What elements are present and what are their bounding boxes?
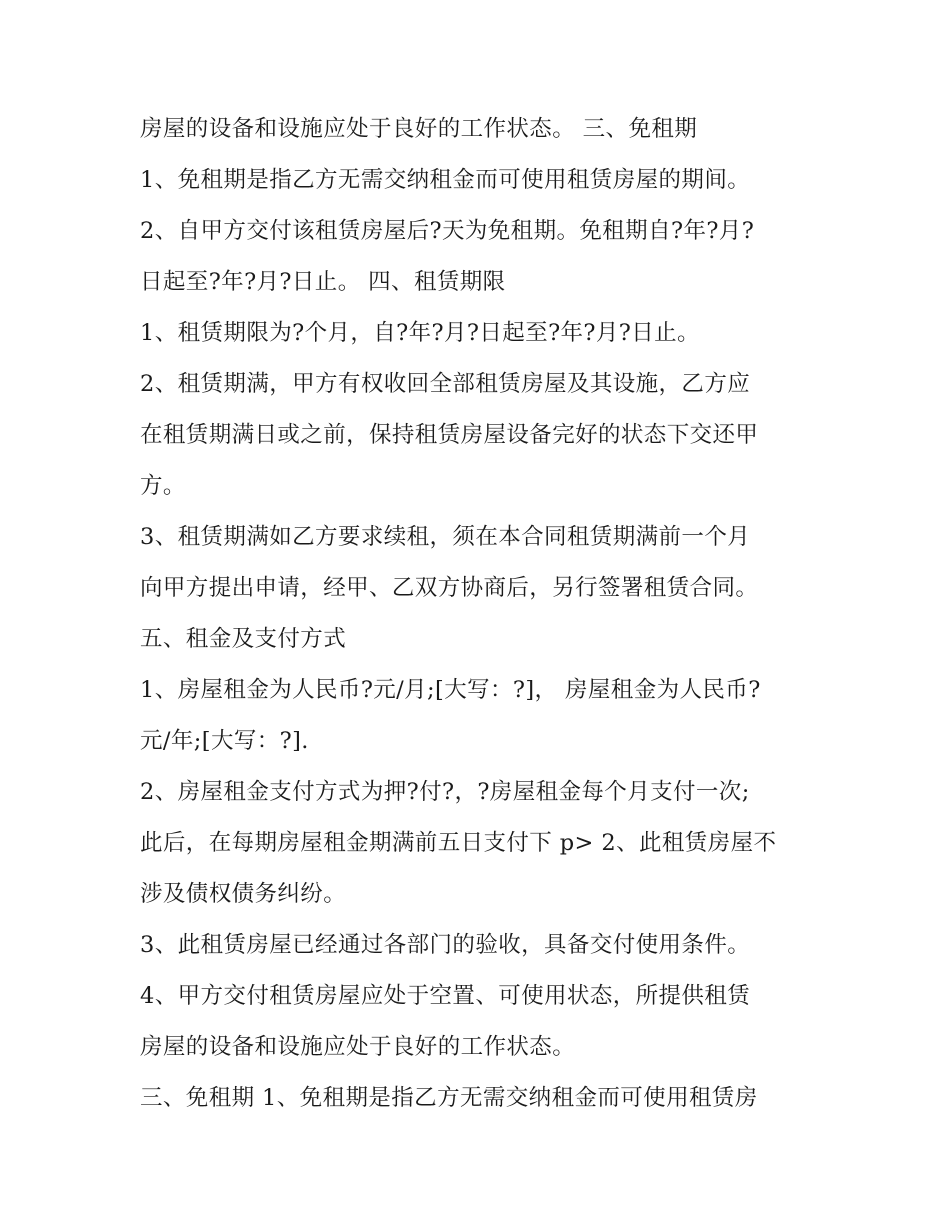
text-line: 三、免租期 1、免租期是指乙方无需交纳租金而可使用租赁房 — [140, 1085, 758, 1111]
text-line: 元/年;[大写：?]. — [140, 728, 309, 754]
text-line: 1、房屋租金为人民币?元/月;[大写：?]， 房屋租金为人民币? — [140, 677, 761, 703]
text-line: 房屋的设备和设施应处于良好的工作状态。 — [140, 1034, 576, 1060]
text-line: 在租赁期满日或之前，保持租赁房屋设备完好的状态下交还甲 — [140, 422, 759, 448]
text-line: 3、此租赁房屋已经通过各部门的验收，具备交付使用条件。 — [140, 932, 751, 958]
text-line: 日起至?年?月?日止。 四、租赁期限 — [140, 269, 506, 295]
text-line: 方。 — [140, 473, 186, 499]
text-line: 3、租赁期满如乙方要求续租，须在本合同租赁期满前一个月 — [140, 524, 751, 550]
text-line: 此后，在每期房屋租金期满前五日支付下 p> 2、此租赁房屋不 — [140, 830, 777, 856]
text-line: 2、房屋租金支付方式为押?付?，?房屋租金每个月支付一次; — [140, 779, 750, 805]
text-line: 2、自甲方交付该租赁房屋后?天为免租期。免租期自?年?月? — [140, 218, 755, 244]
text-line: 1、租赁期限为?个月，自?年?月?日起至?年?月?日止。 — [140, 320, 700, 346]
text-line: 向甲方提出申请，经甲、乙双方协商后，另行签署租赁合同。 — [140, 575, 759, 601]
document-body — [140, 104, 820, 1124]
text-line: 4、甲方交付租赁房屋应处于空置、可使用状态，所提供租赁 — [140, 983, 751, 1009]
text-line: 1、免租期是指乙方无需交纳租金而可使用租赁房屋的期间。 — [140, 167, 751, 193]
text-line: 房屋的设备和设施应处于良好的工作状态。 三、免租期 — [140, 116, 698, 142]
text-line: 涉及债权债务纠纷。 — [140, 881, 347, 907]
text-line: 2、租赁期满，甲方有权收回全部租赁房屋及其设施，乙方应 — [140, 371, 751, 397]
section-heading: 五、租金及支付方式 — [140, 626, 347, 652]
